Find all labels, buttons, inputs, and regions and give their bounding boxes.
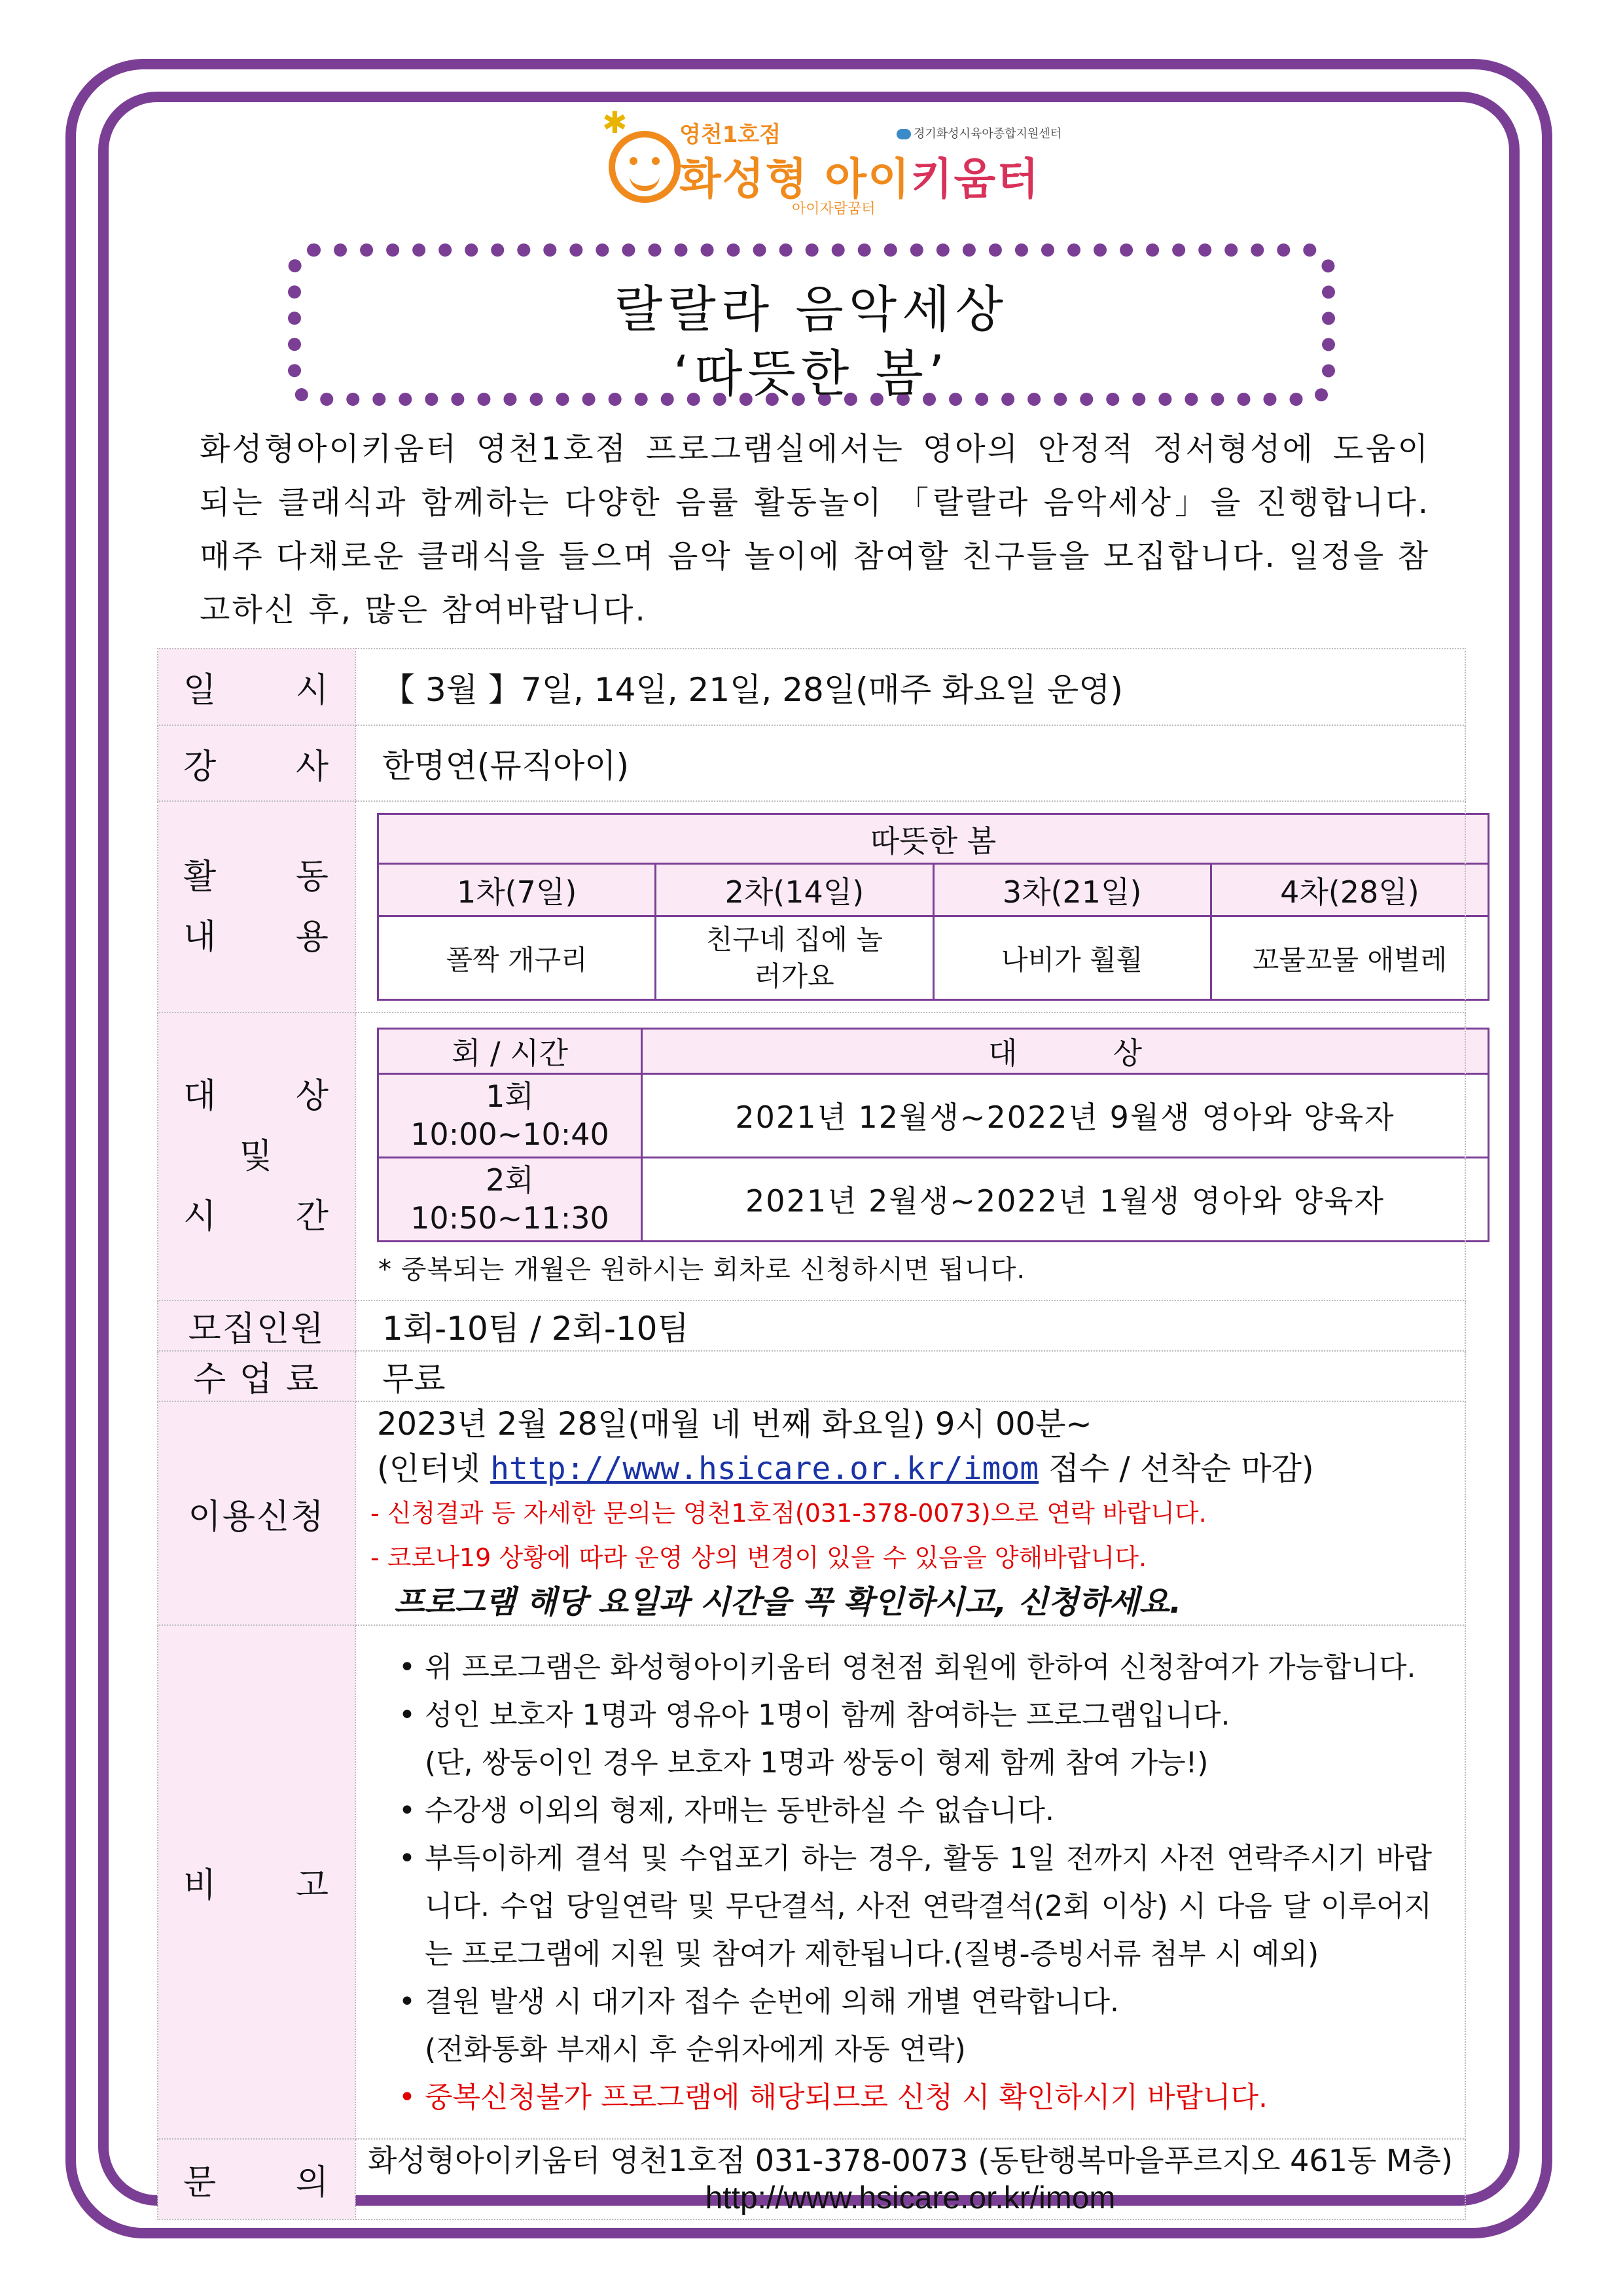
apply-url-link[interactable]: http://www.hsicare.or.kr/imom xyxy=(490,1450,1039,1487)
activity-title: 나비가 훨훨 xyxy=(933,916,1211,1000)
apply-notice2: - 코로나19 상황에 따라 운영 상의 변경이 있을 수 있음을 양해바랍니다. xyxy=(370,1543,1147,1572)
label-instructor: 강 사 xyxy=(158,725,355,801)
target-desc: 2021년 12월생~2022년 9월생 영아와 양육자 xyxy=(642,1073,1489,1157)
target-desc: 2021년 2월생~2022년 1월생 영아와 양육자 xyxy=(642,1157,1489,1241)
value-schedule: 【 3월 】7일, 14일, 21일, 28일(매주 화요일 운영) xyxy=(355,649,1465,725)
target-col-time: 회 / 시간 xyxy=(378,1028,642,1073)
row-fee xyxy=(158,1351,1465,1401)
row-instructor xyxy=(158,725,1465,801)
value-instructor: 한명연(뮤직아이) xyxy=(355,725,1465,801)
target-cell xyxy=(355,1013,1465,1300)
activity-round: 2차(14일) xyxy=(656,864,933,916)
notes-warning: • 중복신청불가 프로그램에 해당되므로 신청 시 확인하시기 바랍니다. xyxy=(399,2080,1268,2114)
notes-item: • 위 프로그램은 화성형아이키움터 영천점 회원에 한하여 신청참여가 가능합니다. xyxy=(399,1650,1416,1684)
notes-item: • 결원 발생 시 대기자 접수 순번에 의해 개별 연락합니다. xyxy=(399,1984,1119,2018)
row-activity xyxy=(158,801,1465,1013)
activity-cell xyxy=(355,801,1465,1013)
label-notes: 비 고 xyxy=(158,1625,355,2139)
row-contact xyxy=(158,2139,1465,2219)
smile-face-icon xyxy=(609,131,681,203)
apply-cell xyxy=(355,1401,1465,1625)
label-contact: 문 의 xyxy=(158,2139,355,2219)
target-col-target: 대 상 xyxy=(642,1028,1489,1073)
contact-address: 화성형아이키움터 영천1호점 031-378-0073 (동탄행복마을푸르지오 461동 M층) xyxy=(367,2142,1454,2178)
apply-notice1: - 신청결과 등 자세한 문의는 영천1호점(031-378-0073)으로 연락 바랍니다. xyxy=(370,1499,1207,1528)
apply-line2: (인터넷 http://www.hsicare.or.kr/imom 접수 / 선착순 마감) xyxy=(377,1450,1314,1487)
notes-item: • 수강생 이외의 형제, 자매는 동반하실 수 없습니다. xyxy=(399,1793,1054,1827)
target-time: 1회 10:00~10:40 xyxy=(378,1073,642,1157)
activity-header: 따뜻한 봄 xyxy=(378,814,1489,864)
activity-title: 꼬물꼬물 애벌레 xyxy=(1211,916,1488,1000)
label-apply: 이용신청 xyxy=(158,1401,355,1625)
value-fee: 무료 xyxy=(355,1351,1465,1401)
row-recruit xyxy=(158,1300,1465,1351)
activity-table xyxy=(377,813,1489,1001)
activity-title: 폴짝 개구리 xyxy=(378,916,656,1000)
target-table xyxy=(377,1028,1489,1242)
title-line2: ‘따뜻한 봄’ xyxy=(673,344,950,403)
notes-cell xyxy=(355,1625,1465,2139)
contact-cell xyxy=(355,2139,1465,2219)
logo-sub: 아이자람꿈터 xyxy=(792,201,876,217)
notes-item: • 성인 보호자 1명과 영유아 1명이 함께 참여하는 프로그램입니다. xyxy=(399,1698,1230,1732)
row-apply xyxy=(158,1401,1465,1625)
value-recruit: 1회-10팀 / 2회-10팀 xyxy=(355,1300,1465,1351)
title-box xyxy=(288,243,1335,406)
label-recruit: 모집인원 xyxy=(158,1300,355,1351)
activity-round: 1차(7일) xyxy=(378,864,656,916)
label-schedule: 일 시 xyxy=(158,649,355,725)
label-activity: 활 동 내 용 xyxy=(158,801,355,1013)
org-logo-icon xyxy=(897,129,911,139)
label-target: 대 상 및 시 간 xyxy=(158,1013,355,1300)
contact-url[interactable]: http://www.hsicare.or.kr/imom xyxy=(705,2180,1116,2215)
activity-round: 3차(21일) xyxy=(933,864,1211,916)
activity-title: 친구네 집에 놀러가요 xyxy=(656,916,933,1000)
notes-subitem: (전화통화 부재시 후 순위자에게 자동 연락) xyxy=(425,2032,966,2066)
label-fee: 수 업 료 xyxy=(158,1351,355,1401)
row-target xyxy=(158,1013,1465,1300)
apply-line1: 2023년 2월 28일(매월 네 번째 화요일) 9시 00분~ xyxy=(377,1406,1092,1443)
logo xyxy=(602,98,1062,217)
title-line1: 랄랄라 음악세상 xyxy=(614,280,1009,338)
intro-paragraph: 화성형아이키움터 영천1호점 프로그램실에서는 영아의 안정적 정서형성에 도움이 되는 클래식과 함께하는 다양한 음률 활동놀이 「랄랄라 음악세상」을 진행합니다. 매주 다채로운 클래식을 들으며 음악 놀이에 참여할 친구들을 모집합니다. 일정을 참고하신 후, 많은 참여바랍니다. xyxy=(200,431,1430,628)
logo-org: 경기화성시육아종합지원센터 xyxy=(897,124,1061,141)
logo-branch: 영천1호점 xyxy=(679,122,781,148)
target-note: * 중복되는 개월은 원하시는 회차로 신청하시면 됩니다. xyxy=(378,1254,1026,1285)
notes-item: • 부득이하게 결석 및 수업포기 하는 경우, 활동 1일 전까지 사전 연락주시기 바랍니다. 수업 당일연락 및 무단결석, 사전 연락결석(2회 이상) 시 다음 달 이루어지는 프로그램에 지원 및 참여가 제한됩니다.(질병-증빙서류 첨부 시 예외) xyxy=(399,1841,1433,1971)
star-icon: ✱ xyxy=(602,105,628,140)
notes-subitem: (단, 쌍둥이인 경우 보호자 1명과 쌍둥이 형제 함께 참여 가능!) xyxy=(425,1746,1209,1780)
row-schedule xyxy=(158,649,1465,725)
apply-emphasis: 프로그램 해당 요일과 시간을 꼭 확인하시고, 신청하세요. xyxy=(394,1584,1182,1621)
row-notes xyxy=(158,1625,1465,2139)
activity-round: 4차(28일) xyxy=(1211,864,1488,916)
target-time: 2회 10:50~11:30 xyxy=(378,1157,642,1241)
logo-main: 화성형 아이키움터 xyxy=(679,154,1041,204)
info-table xyxy=(157,648,1466,2220)
